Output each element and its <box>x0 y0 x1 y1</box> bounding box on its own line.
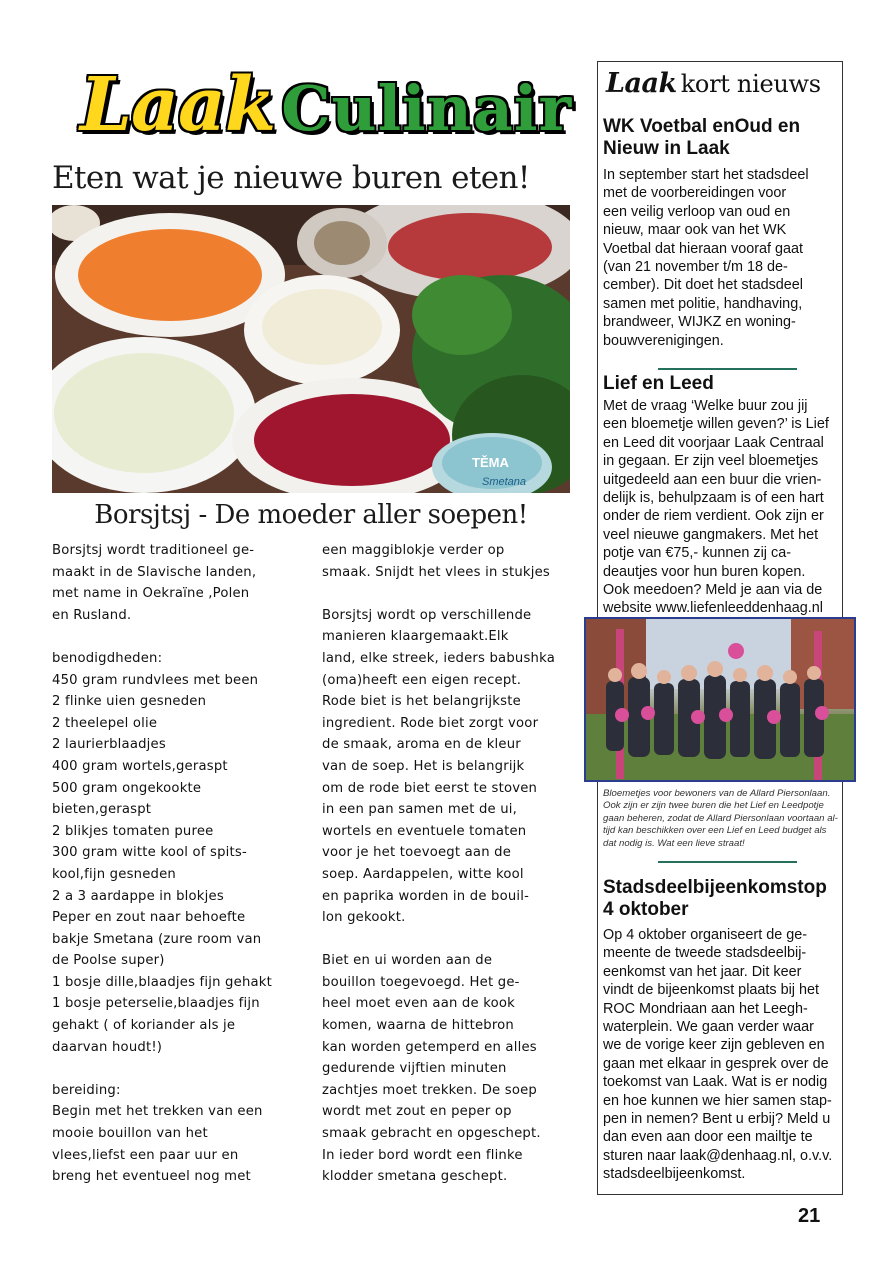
text-line: bakje Smetana (zure room van <box>52 931 262 947</box>
text-line: sturen naar laak@denhaag.nl, o.v.v. <box>603 1147 833 1164</box>
text-line: In ieder bord wordt een flinke <box>322 1147 523 1163</box>
text-line: manieren klaargemaakt.Elk <box>322 629 509 645</box>
text-line: veel nieuwe gangmakers. Met het <box>603 526 819 543</box>
text-line: lon gekookt. <box>322 910 406 926</box>
text-line: Met de vraag ‘Welke buur zou jij <box>603 398 808 414</box>
text-line: soep. Aardappelen, witte kool <box>322 866 524 882</box>
ingredients-illustration <box>52 205 570 493</box>
text-line: brandweer, WIJKZ en woning- <box>603 314 796 331</box>
text-line: deautjes voor hun buren kopen. <box>603 563 806 580</box>
text-line: de Poolse super) <box>52 953 165 969</box>
text-line: bouillon toegevoegd. Het ge- <box>322 974 520 990</box>
text-line: Ook meedoen? Meld je aan via de <box>603 582 823 599</box>
text-line: bouwverenigingen. <box>603 332 724 349</box>
article-paragraph <box>322 605 574 929</box>
lief-en-leed-group-photo <box>584 617 856 782</box>
article-paragraph <box>52 540 314 626</box>
text-line: op 4 oktober <box>603 877 827 920</box>
text-line: komen, waarna de hittebron <box>322 1018 514 1034</box>
news-heading-stadsdeelbijeenkomst <box>603 877 839 921</box>
masthead-laak: Laak <box>80 62 276 148</box>
laak-kort-nieuws-sidebar <box>597 61 843 1195</box>
text-line: Peper en zout naar behoefte <box>52 910 246 926</box>
text-line: In september start het stadsdeel <box>603 167 809 183</box>
text-line: maakt in de Slavische landen, <box>52 564 257 580</box>
text-line: en Leed dit voorjaar Laak Centraal <box>603 434 824 451</box>
borscht-ingredients-photo <box>52 205 570 493</box>
text-line: eenkomst van het jaar. Dit keer <box>603 963 802 980</box>
text-line: uitgedeeld aan een buur die vrien- <box>603 471 822 488</box>
text-line: 300 gram witte kool of spits- <box>52 845 247 861</box>
article-paragraph <box>322 540 574 583</box>
text-line: land, elke streek, ieders babushka <box>322 650 555 666</box>
text-line: Borsjtsj wordt traditioneel ge- <box>52 543 255 558</box>
text-line: 500 gram ongekookte <box>52 780 202 796</box>
text-line: met name in Oekraïne ,Polen <box>52 586 250 602</box>
text-line: gaan beheren, zodat de Allard Piersonlaan voortaan al- <box>603 812 838 824</box>
text-line: kool,fijn gesneden <box>52 866 176 882</box>
masthead-culinair: Culinair <box>281 72 573 145</box>
text-line: vlees,liefst een paar uur en <box>52 1147 239 1163</box>
text-line: we de vorige keer zijn gebleven en <box>603 1037 825 1054</box>
text-line: Oud en Nieuw in Laak <box>603 116 801 159</box>
text-line: waterplein. We gaan verder waar <box>603 1019 814 1036</box>
text-line: 2 flinke uien gesneden <box>52 694 207 710</box>
text-line: dat nodig is. Wat een lieve straat! <box>603 837 745 849</box>
text-line: zachtjes moet trekken. De soep <box>322 1082 537 1098</box>
article-left-column <box>52 540 314 1209</box>
text-line: ROC Mondriaan aan het Leegh- <box>603 1000 808 1017</box>
news-body-lief-en-leed <box>603 397 839 618</box>
news-body-stadsdeelbijeenkomst <box>603 926 839 1184</box>
text-line: 1 bosje dille,blaadjes fijn gehakt <box>52 974 272 990</box>
text-line: een bloemetje willen geven?’ is Lief <box>603 416 829 433</box>
tub-label-top: TĚMA <box>472 455 509 470</box>
text-line: mooie bouillon van het <box>52 1126 208 1142</box>
sidebar-header-laak: Laak <box>606 68 677 99</box>
text-line: Voetbal dat hieraan vooraf gaat <box>603 240 804 257</box>
article-paragraph <box>322 950 574 1188</box>
page-subtitle: Eten wat je nieuwe buren eten! <box>52 160 530 196</box>
section-divider <box>658 368 797 370</box>
masthead-logo <box>80 62 573 152</box>
text-line: nieuw, maar ook van het WK <box>603 222 787 239</box>
text-line: (oma)heeft een eigen recept. <box>322 672 522 688</box>
group-photo-illustration <box>586 619 854 780</box>
text-line: 2 laurierblaadjes <box>52 737 166 753</box>
section-divider <box>658 861 797 863</box>
article-right-column <box>322 540 574 1209</box>
text-line: breng het eventueel nog met <box>52 1169 251 1185</box>
text-line: toekomst van Laak. Wat is er nodig <box>603 1074 828 1091</box>
text-line: Rode biet is het belangrijkste <box>322 694 521 710</box>
group-photo-caption <box>603 788 839 850</box>
text-line: 2 theelepel olie <box>52 715 158 731</box>
text-line: van de soep. Het is belangrijk <box>322 758 525 774</box>
news-body-wk-voetbal <box>603 166 839 350</box>
text-line: met de voorbereidingen voor <box>603 185 787 202</box>
text-line: Ook zijn er zijn twee buren die het Lief en Leedpotje <box>603 800 824 812</box>
page-number: 21 <box>798 1205 821 1227</box>
text-line: daarvan houdt!) <box>52 1039 163 1055</box>
text-line: samen met politie, handhaving, <box>603 295 803 312</box>
text-line: smaak. Snijdt het vlees in stukjes <box>322 564 550 580</box>
text-line: 450 gram rundvlees met been <box>52 672 259 688</box>
text-line: gehakt ( of koriander als je <box>52 1018 236 1034</box>
text-line: benodigdheden: <box>52 650 163 666</box>
text-line: dan even aan door een mailtje te <box>603 1129 813 1146</box>
text-line: en Rusland. <box>52 607 132 623</box>
article-paragraph <box>52 1080 314 1188</box>
text-line: tijd kan beschikken over een Lief en Leed budget als <box>603 825 827 837</box>
text-line: om de rode biet eerst te stoven <box>322 780 538 796</box>
text-line: wordt met zout en peper op <box>322 1104 512 1120</box>
text-line: Lief en Leed <box>603 373 714 394</box>
text-line: 2 blikjes tomaten puree <box>52 823 214 839</box>
text-line: meente de tweede stadsdeelbij- <box>603 945 807 962</box>
text-line: en hoe kunnen we hier samen stap- <box>603 1092 832 1109</box>
text-line: voor je het toevoegt aan de <box>322 845 512 861</box>
text-line: gedurende vijftien minuten <box>322 1061 507 1077</box>
article-paragraph <box>52 648 314 1058</box>
article-title: Borsjtsj - De moeder aller soepen! <box>94 500 528 530</box>
text-line: klodder smetana geschept. <box>322 1169 508 1185</box>
text-line: 1 bosje peterselie,blaadjes fijn <box>52 996 260 1012</box>
text-line: bieten,geraspt <box>52 802 152 818</box>
tub-label-bottom: Smetana <box>482 476 527 488</box>
text-line: vindt de bijeenkomst plaats bij het <box>603 982 819 999</box>
text-line: onder de riem verdient. Ook zijn er <box>603 508 824 525</box>
text-line: Op 4 oktober organiseert de ge- <box>603 927 807 943</box>
text-line: heel moet even aan de kook <box>322 996 515 1012</box>
text-line: 400 gram wortels,geraspt <box>52 758 228 774</box>
news-heading-lief-en-leed <box>603 373 839 395</box>
text-line: gaan met elkaar in gesprek over de <box>603 1055 829 1072</box>
text-line: WK Voetbal en <box>603 116 735 137</box>
text-line: Biet en ui worden aan de <box>322 953 493 969</box>
text-line: delijk is, behulpzaam is of een hart <box>603 490 824 507</box>
text-line: pen in nemen? Bent u erbij? Meld u <box>603 1111 831 1128</box>
text-line: kan worden getemperd en alles <box>322 1039 537 1055</box>
text-line: Begin met het trekken van een <box>52 1104 263 1120</box>
sidebar-header-kort-nieuws: kort nieuws <box>680 70 821 98</box>
text-line: potje van €75,- kunnen zij ca- <box>603 545 791 562</box>
text-line: Bloemetjes voor bewoners van de Allard Piersonlaan. <box>603 788 831 799</box>
text-line: smaak gebracht en opgeschept. <box>322 1126 541 1142</box>
sidebar-header <box>606 68 821 99</box>
text-line: stadsdeelbijeenkomst. <box>603 1166 746 1183</box>
text-line: wortels en eventuele tomaten <box>322 823 527 839</box>
text-line: een veilig verloop van oud en <box>603 203 791 220</box>
text-line: Borsjtsj wordt op verschillende <box>322 607 532 623</box>
text-line: in gegaan. Er zijn veel bloemetjes <box>603 453 819 470</box>
text-line: (van 21 november t/m 18 de- <box>603 259 788 276</box>
text-line: een maggiblokje verder op <box>322 543 505 558</box>
text-line: cember). Dit doet het stadsdeel <box>603 277 803 294</box>
text-line: website www.liefenleeddenhaag.nl <box>603 600 824 617</box>
text-line: Stadsdeelbijeenkomst <box>603 877 804 898</box>
text-line: ingredient. Rode biet zorgt voor <box>322 715 539 731</box>
text-line: bereiding: <box>52 1082 121 1098</box>
text-line: de smaak, aroma en de kleur <box>322 737 521 753</box>
news-heading-wk-voetbal <box>603 116 839 160</box>
text-line: in een pan samen met de ui, <box>322 802 518 818</box>
text-line: 2 a 3 aardappe in blokjes <box>52 888 224 904</box>
text-line: en paprika worden in de bouil- <box>322 888 530 904</box>
